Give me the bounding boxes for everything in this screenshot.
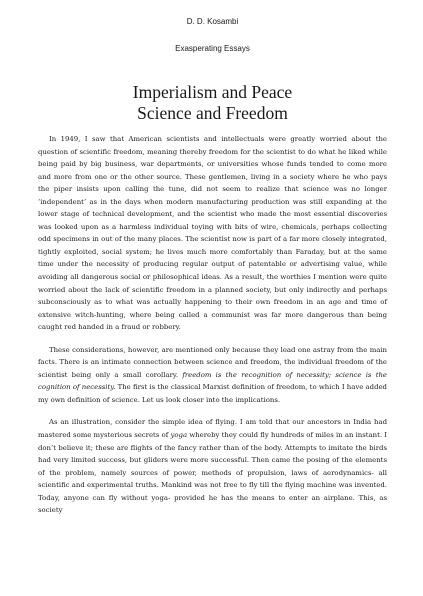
paragraph-3-yoga: yoga <box>170 431 188 440</box>
author-header: D. D. Kosambi <box>186 17 239 26</box>
paragraph-3-text-b: whereby they could fly hundreds of miles in an instant. I don’t believe it; these are flights of the fancy rather than of the body. Attempts to imitate the birds had very limited success, but gliders were more successful. Then came the posing of the elements of the problem, namely sources of power, methods of propulsion, laws of aerodynamics- all scientific and experimental truths. Mankind was not free to fly till the flying machine was invented. Today, anyone can fly without yoga- provided he has the means to enter an airplane. This, as society <box>38 431 387 515</box>
paragraph-2-quote: freedom is the recognition of necessity; science is the cognition of necessity. <box>38 370 387 392</box>
book-title-header: Exasperating Essays <box>175 44 250 53</box>
paragraph-1: In 1949, I saw that American scientists and intellectuals were greatly worried about the question of scientific freedom, meaning thereby freedom for the scientist to do what he liked while being paid by big business, war departments, or universities whose funds tended to come more and more from one or the other source. These gentlemen, living in a society where he who pays the piper insists upon calling the tune, did not seem to realize that science was no longer ‘independent’ as in the days when modern manufacturing production was still expanding at the lower stage of technical development, and the scientist who made the most essential discoveries was looked upon as a harmless individual toying with bits of wire, chemicals, perhaps collecting odd specimens in out of the many places. The scientist now is part of a far more closely integrated, tightly exploited, social system; he lives much more comfortably than Faraday, but at the same time under the necessity of producing regular output of patentable or advertising value, while avoiding all dangerous social or philosophical ideas. As a result, the worthies I mention were quite worried about the lack of scientific freedom in a planned society, but only indirectly and perhaps subconsciously as to what was actually happening to their own freedom in an age and time of extensive witch-hunting, where being called a communist was far more dangerous than being caught red handed in a fraud or robbery. <box>38 135 387 332</box>
essay-title-line-2: Science and Freedom <box>137 103 288 123</box>
paragraph-2-text-a: These considerations, however, are mentioned only because they lead one astray from the main facts. There is an intimate connection between science and freedom, the individual freedom of the scientist being only a small corollary. <box>38 345 387 379</box>
essay-title-line-1: Imperialism and Peace <box>132 82 293 102</box>
paragraph-3 <box>38 416 387 516</box>
essay-body <box>38 133 387 517</box>
essay-title <box>38 82 387 124</box>
paragraph-2-text-b: The first is the classical Marxist definition of freedom, to which I have added my own definition of science. Let us look closer into the implications. <box>38 383 387 404</box>
paragraph-2 <box>38 344 387 407</box>
paragraph-3-text-a: As an illustration, consider the simple idea of flying. I am told that our ancestors in India had mastered some mysterious secrets of <box>38 418 387 440</box>
